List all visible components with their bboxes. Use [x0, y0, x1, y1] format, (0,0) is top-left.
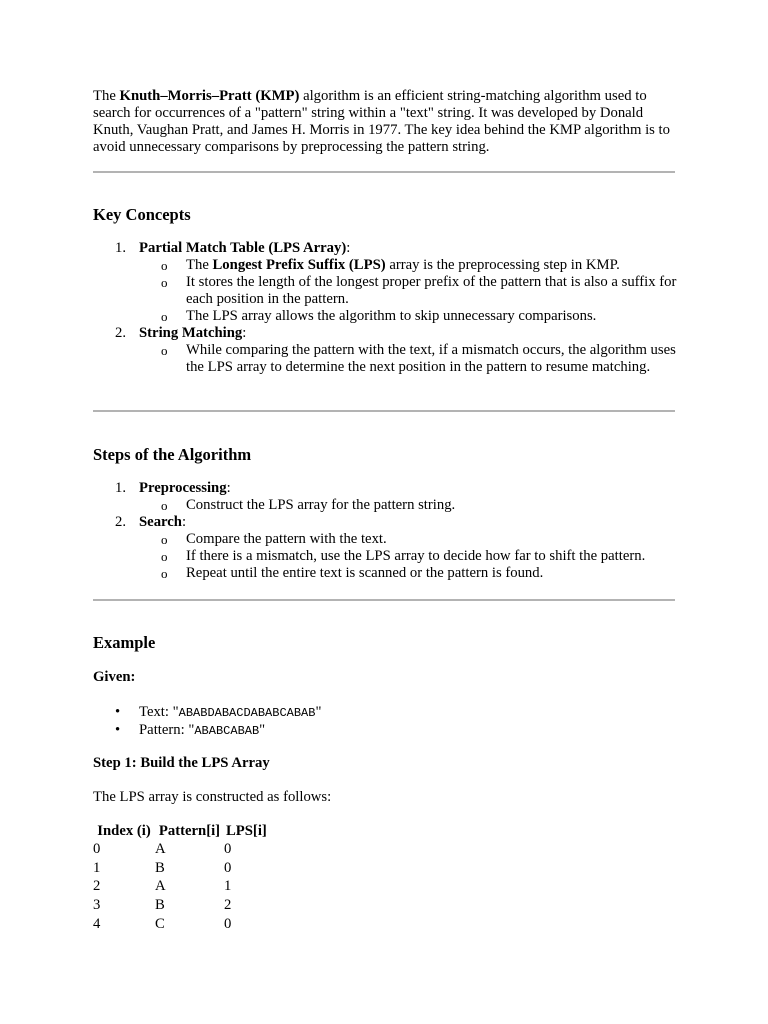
- sub-item: [139, 308, 678, 325]
- lps-cell: 1: [224, 878, 232, 895]
- table-row: [93, 859, 269, 878]
- given-list: [93, 704, 321, 740]
- lps-intro-text: The LPS array is constructed as follows:: [93, 789, 332, 805]
- sub-item-text: The: [186, 257, 213, 273]
- index-cell: 0: [93, 841, 101, 857]
- pattern-cell: A: [155, 878, 166, 895]
- colon: :: [346, 240, 351, 256]
- colon: :: [242, 325, 247, 341]
- sub-list: [139, 497, 678, 514]
- list-number: 1.: [115, 480, 127, 496]
- quote-close: ": [259, 722, 266, 738]
- sub-item: [139, 257, 678, 274]
- pattern-item: [93, 722, 321, 740]
- text-item: [93, 704, 321, 722]
- pattern-label: Pattern: ": [139, 722, 195, 738]
- column-header: Index (i): [97, 823, 151, 839]
- sub-item-bold: Longest Prefix Suffix (LPS): [212, 257, 386, 273]
- lps-cell: 0: [224, 859, 232, 876]
- step-item: [93, 480, 678, 514]
- colon: :: [181, 514, 187, 530]
- sub-item-text: While comparing the pattern with the text, if a mismatch occurs, the algorithm uses the LPS array to determine the next position in the pattern to resume matching.: [186, 342, 676, 375]
- intro-text-start: The: [93, 88, 120, 104]
- sub-item: o Compare the pattern with the text.: [139, 531, 678, 548]
- example-heading: Example: [93, 633, 156, 652]
- pattern-value: ABABCABAB: [194, 724, 260, 738]
- list-number: 1.: [115, 240, 127, 256]
- intro-text-rest: algorithm is an efficient string-matching algorithm used to search for occurrences of a "pattern" string within a "text" string. It was developed by Donald Knuth, Vaughan Pratt, and James H. Morris in 1977. The key idea behind the KMP algorithm is to avoid unnecessary comparisons by preprocessing the pattern string.: [93, 88, 670, 155]
- sub-item: [139, 274, 678, 308]
- steps-heading: Steps of the Algorithm: [93, 445, 252, 464]
- sub-list: [139, 531, 678, 582]
- text-label: Text: ": [139, 704, 179, 720]
- pattern-cell: C: [155, 915, 165, 932]
- sub-item: o Repeat until the entire text is scanned or the pattern is found.: [139, 565, 678, 582]
- index-cell: 2: [93, 878, 101, 895]
- column-header: Pattern[i]: [158, 823, 221, 839]
- divider: [93, 410, 675, 412]
- table-header-row: [93, 823, 269, 840]
- lps-table: [93, 823, 269, 934]
- list-number: 2.: [115, 325, 127, 341]
- text-value: ABABDABACDABABCABAB: [178, 706, 316, 720]
- sub-item: [139, 342, 678, 376]
- table-row: [93, 877, 269, 896]
- quote-close: ": [315, 704, 322, 720]
- list-number: 2.: [115, 514, 127, 530]
- sub-list: [139, 257, 678, 325]
- pattern-cell: B: [155, 859, 165, 876]
- given-label: Given:: [93, 669, 136, 685]
- intro-paragraph: [93, 88, 678, 156]
- sub-item-text: array is the preprocessing step in KMP.: [385, 257, 620, 273]
- pattern-cell: A: [155, 841, 166, 857]
- divider: [93, 171, 675, 173]
- key-concepts-list: [93, 240, 678, 376]
- key-concepts-heading: Key Concepts: [93, 205, 191, 224]
- step1-heading: Step 1: Build the LPS Array: [93, 755, 270, 771]
- colon: :: [226, 480, 231, 496]
- table-row: [93, 840, 269, 859]
- sub-item-text: It stores the length of the longest proper prefix of the pattern that is also a suffix for each position in the pattern.: [186, 274, 677, 307]
- key-concept-item: [93, 240, 678, 325]
- column-header: LPS[i]: [226, 823, 267, 839]
- step-item: [93, 514, 678, 582]
- lps-cell: 2: [224, 897, 232, 914]
- sub-item: o If there is a mismatch, use the LPS array to decide how far to shift the pattern.: [139, 548, 678, 565]
- key-concept-title: String Matching: [139, 325, 243, 341]
- index-cell: 3: [93, 897, 101, 914]
- step-title: Search: [139, 514, 182, 530]
- lps-cell: 0: [224, 841, 232, 857]
- steps-list: [93, 480, 678, 582]
- divider: [93, 599, 675, 601]
- step-title: Preprocessing: [139, 480, 227, 496]
- index-cell: 1: [93, 859, 101, 876]
- key-concept-title: Partial Match Table (LPS Array): [139, 240, 347, 256]
- lps-cell: 0: [224, 915, 232, 932]
- sub-item: o Construct the LPS array for the pattern string.: [139, 497, 678, 514]
- sub-list: [139, 342, 678, 376]
- key-concept-item: [93, 325, 678, 376]
- table-row: [93, 915, 269, 934]
- sub-item-text: The LPS array allows the algorithm to skip unnecessary comparisons.: [186, 308, 597, 324]
- intro-kmp-bold: Knuth–Morris–Pratt (KMP): [119, 88, 300, 104]
- table-row: [93, 896, 269, 915]
- pattern-cell: B: [155, 897, 165, 914]
- index-cell: 4: [93, 915, 101, 932]
